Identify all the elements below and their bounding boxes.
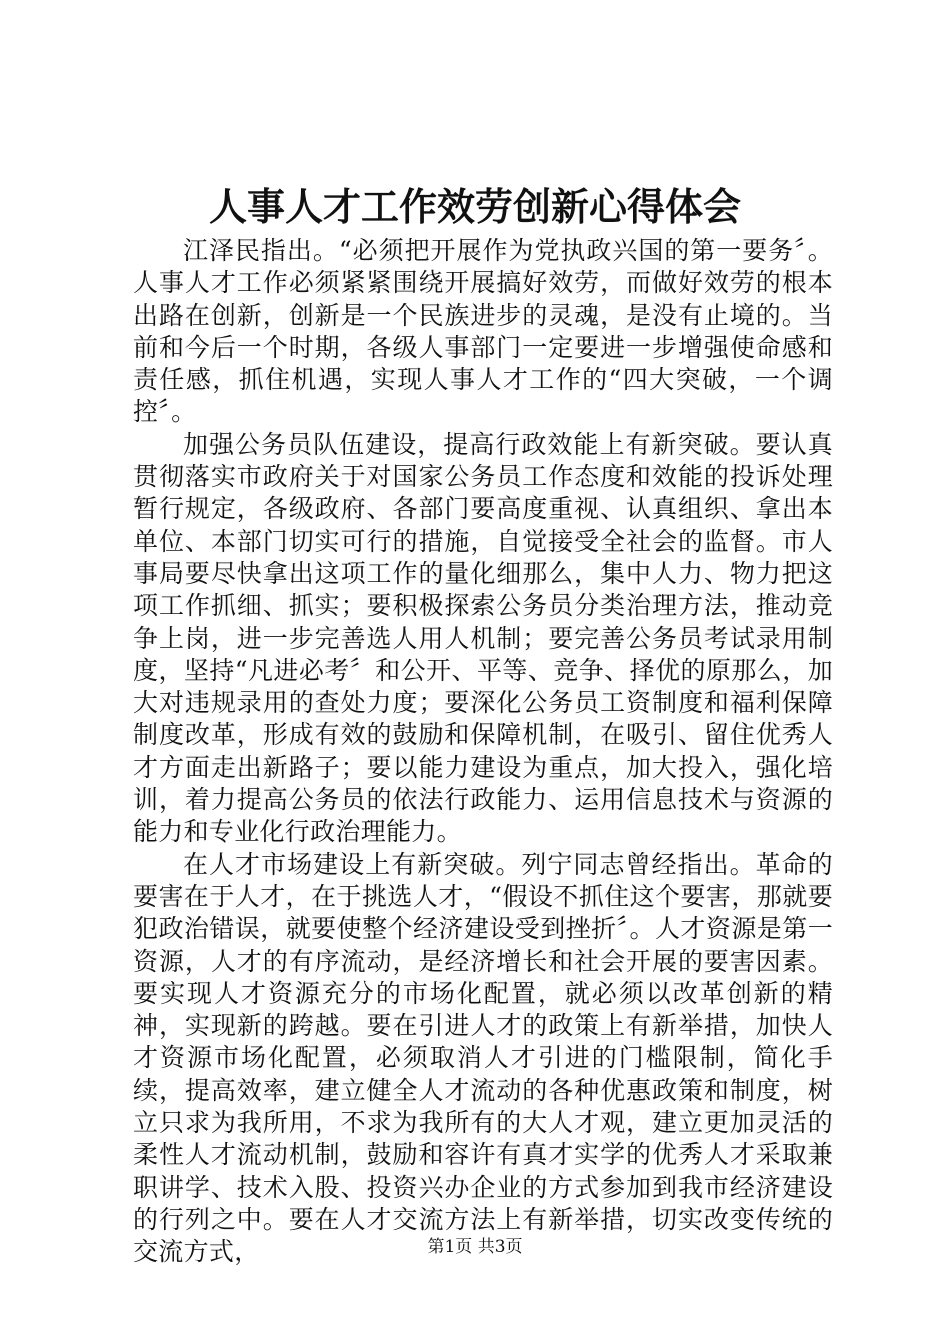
paragraph-intro: 江泽民指出。“必须把开展作为党执政兴国的第一要务〞。人事人才工作必须紧紧围绕开展搞好效劳，而做好效劳的根本出路在创新，创新是一个民族进步的灵魂，是没有止境的。当前和今后一个时期，各级人事部门一定要进一步增强使命感和责任感，抓住机遇，实现人事人才工作的“四大突破，一个调控〞。 [133, 236, 833, 427]
page-title: 人事人才工作效劳创新心得体会 [208, 184, 741, 229]
paragraph-talent-market: 在人才市场建设上有新突破。列宁同志曾经指出。革命的要害在于人才，在于挑选人才，“假设不抓住这个要害，那就要犯政治错误，就要使整个经济建设受到挫折〞。人才资源是第一资源，人才的有序流动，是经济增长和社会开展的要害因素。要实现人才资源充分的市场化配置，就必须以改革创新的精神，实现新的跨越。要在引进人才的政策上有新举措，加快人才资源市场化配置，必须取消人才引进的门槛限制，简化手续，提高效率，建立健全人才流动的各种优惠政策和制度，树立只求为我所用，不求为我所有的大人才观，建立更加灵活的柔性人才流动机制，鼓励和容许有真才实学的优秀人才采取兼职讲学、技术入股、投资兴办企业的方式参加到我市经济建设的行列之中。要在人才交流方法上有新举措，切实改变传统的交流方式， [133, 849, 833, 1267]
page-footer: 第1页 共3页 [427, 1237, 523, 1257]
document-body [133, 235, 833, 1269]
paragraph-civil-servants: 加强公务员队伍建设，提高行政效能上有新突破。要认真贯彻落实市政府关于对国家公务员工作态度和效能的投诉处理暂行规定，各级政府、各部门要高度重视、认真组织、拿出本单位、本部门切实可行的措施，自觉接受全社会的监督。市人事局要尽快拿出这项工作的量化细那么，集中人力、物力把这项工作抓细、抓实；要积极探索公务员分类治理方法，推动竞争上岗，进一步完善选人用人机制；要完善公务员考试录用制度，坚持“凡进必考〞和公开、平等、竞争、择优的原那么，加大对违规录用的查处力度；要深化公务员工资制度和福利保障制度改革，形成有效的鼓励和保障机制，在吸引、留住优秀人才方面走出新路子；要以能力建设为重点，加大投入，强化培训，着力提高公务员的依法行政能力、运用信息技术与资源的能力和专业化行政治理能力。 [133, 429, 833, 847]
